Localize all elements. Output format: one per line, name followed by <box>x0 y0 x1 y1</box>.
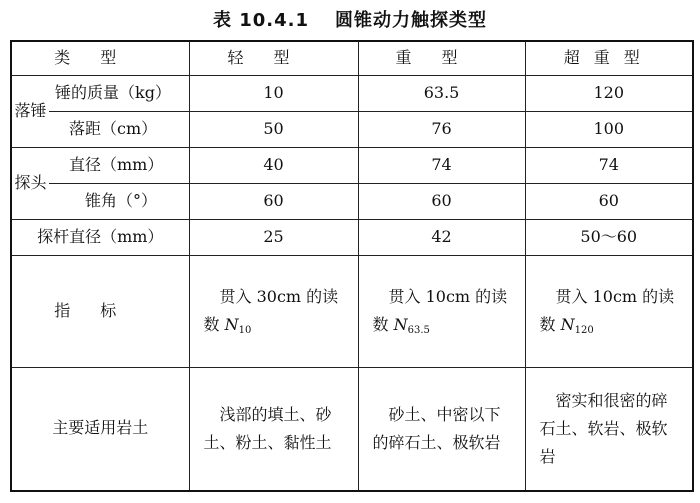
row-label-drop-height: 落距（cm） <box>49 111 189 147</box>
table-caption <box>0 6 700 32</box>
row-label-index: 指标 <box>11 255 189 367</box>
cone-penetration-table <box>10 40 694 492</box>
table-row <box>11 367 693 491</box>
cell-value: 120 <box>525 75 693 111</box>
cell-value: 60 <box>358 183 525 219</box>
index-subscript: 63.5 <box>407 324 430 336</box>
soils-text: 密实和很密的碎石土、软岩、极软岩 <box>539 390 668 466</box>
cell-value: 10 <box>189 75 358 111</box>
cell-value: 74 <box>358 147 525 183</box>
table-row <box>11 147 693 183</box>
table-title: 圆锥动力触探类型 <box>335 10 488 31</box>
table-header-row <box>11 41 693 75</box>
cell-value: 25 <box>189 219 358 255</box>
index-symbol: N <box>224 314 239 334</box>
cell-soils-super-heavy <box>525 367 693 491</box>
group-probe: 探头 <box>11 147 49 219</box>
cell-index-super-heavy <box>525 255 693 367</box>
row-label-cone-angle: 锥角（°） <box>49 183 189 219</box>
cell-value: 50 <box>189 111 358 147</box>
header-super-heavy: 超重型 <box>525 41 693 75</box>
group-hammer: 落锤 <box>11 75 49 147</box>
cell-index-light <box>189 255 358 367</box>
cell-value: 40 <box>189 147 358 183</box>
table-row <box>11 111 693 147</box>
cell-index-heavy <box>358 255 525 367</box>
cell-value: 60 <box>189 183 358 219</box>
cell-value: 100 <box>525 111 693 147</box>
index-symbol: N <box>560 314 575 334</box>
table-row <box>11 255 693 367</box>
index-subscript: 10 <box>238 324 252 336</box>
soils-text: 砂土、中密以下的碎石土、极软岩 <box>372 404 501 452</box>
cell-value: 42 <box>358 219 525 255</box>
index-text: 贯入 10cm 的读数 <box>539 286 675 334</box>
cell-soils-light <box>189 367 358 491</box>
soils-text: 浅部的填土、砂土、粉土、黏性土 <box>203 404 332 452</box>
table-number: 表 10.4.1 <box>212 10 310 31</box>
row-label-hammer-mass: 锤的质量（kg） <box>49 75 189 111</box>
row-label-rod-diameter: 探杆直径（mm） <box>11 219 189 255</box>
cell-value: 74 <box>525 147 693 183</box>
table-row <box>11 183 693 219</box>
index-text: 贯入 30cm 的读数 <box>203 286 339 334</box>
row-label-soils: 主要适用岩土 <box>11 367 189 491</box>
cell-value: 63.5 <box>358 75 525 111</box>
table-row <box>11 219 693 255</box>
header-light: 轻型 <box>189 41 358 75</box>
cell-value: 60 <box>525 183 693 219</box>
cell-soils-heavy <box>358 367 525 491</box>
header-heavy: 重型 <box>358 41 525 75</box>
index-symbol: N <box>393 314 408 334</box>
header-type: 类型 <box>11 41 189 75</box>
index-subscript: 120 <box>574 324 594 336</box>
cell-value: 76 <box>358 111 525 147</box>
row-label-diameter: 直径（mm） <box>49 147 189 183</box>
cell-value: 50～60 <box>525 219 693 255</box>
table-row <box>11 75 693 111</box>
index-text: 贯入 10cm 的读数 <box>372 286 508 334</box>
